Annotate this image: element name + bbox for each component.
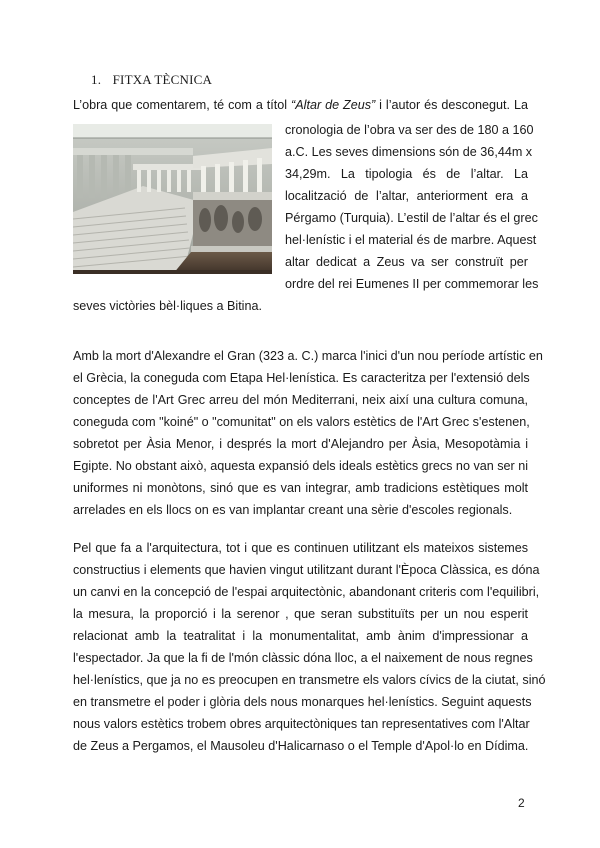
paragraph-line: arrelades en els llocs on es van implantar creant una sèrie d'escoles regionals.	[73, 503, 513, 517]
intro-wrap-line: a.C. Les seves dimensions són de 36,44m x	[285, 145, 533, 159]
intro-last-line: seves victòries bèl·liques a Bitina.	[73, 299, 262, 313]
paragraph-line: en transmetre el poder i glòria dels nous monarques hel·lenístics. Seguint aquests	[73, 695, 532, 709]
paragraph-line: nous valors estètics trobem obres arquitectòniques tan representatives com l'Altar	[73, 717, 530, 731]
page-number: 2	[518, 796, 525, 810]
paragraph-line: l'espectador. Ja que la fi de l'món clàssic dóna lloc, a el naixement de nous regnes	[73, 651, 533, 665]
paragraph-line: Egipte. No obstant això, aquesta expansió dels ideals estètics grecs no van ser ni	[73, 459, 529, 473]
paragraph-line: coneguda com "koiné" o "comunitat" on els valors estètics de l'Art Grec s'estenen,	[73, 415, 530, 429]
paragraph-line: uniformes ni monòtons, sinó que es van integrar, amb tradicions estètiques molt	[73, 481, 528, 495]
paragraph-line: la mesura, la proporció i la serenor , que seran substituïts per un nou esperit	[73, 607, 528, 621]
paragraph-line: relacionat amb la teatralitat i la monumentalitat, amb ànim d'impressionar a	[73, 629, 528, 643]
intro-text: L’obra que comentarem, té com a títol	[73, 98, 292, 112]
section-number: 1.	[91, 72, 102, 87]
intro-text: i l’autor és desconegut. La	[375, 98, 528, 112]
intro-wrap-line: 34,29m. La tipologia és de l’altar. La	[285, 167, 528, 181]
intro-wrap-line: localització de l’altar, anteriorment era a	[285, 189, 528, 203]
intro-wrap-line: altar dedicat a Zeus va ser construït per	[285, 255, 528, 269]
paragraph-line: el Grècia, la coneguda com Etapa Hel·lenística. Es caracteritza per l'extensió dels	[73, 371, 530, 385]
altar-photo	[73, 124, 272, 274]
paragraph-line: de Zeus a Pergamos, el Mausoleu d'Halicarnaso o el Temple d'Apol·lo en Dídima.	[73, 739, 529, 753]
section-title: FITXA TÈCNICA	[112, 72, 213, 87]
paragraph-line: Amb la mort d'Alexandre el Gran (323 a. C.) marca l'inici d'un nou període artístic en	[73, 349, 543, 363]
paragraph-line: sobretot per Àsia Menor, i després la mort d'Alejandro per Àsia, Mesopotàmia i	[73, 437, 528, 451]
intro-line-1	[73, 97, 528, 113]
intro-wrap-line: hel·lenístic i el material és de marbre. Aquest	[285, 233, 537, 247]
intro-wrap-line: ordre del rei Eumenes II per commemorar les	[285, 277, 539, 291]
section-heading	[91, 72, 212, 88]
paragraph-line: Pel que fa a l'arquitectura, tot i que es continuen utilitzant els mateixos sistemes	[73, 541, 528, 555]
intro-wrap-line: cronologia de l’obra va ser des de 180 a 160	[285, 123, 534, 137]
paragraph-line: un canvi en la concepció de l'espai arquitectònic, abandonant criteris com l'equilibri,	[73, 585, 540, 599]
intro-wrap-line: Pérgamo (Turquia). L’estil de l’altar és el grec	[285, 211, 538, 225]
paragraph-line: conceptes de l'Art Grec arreu del món Mediterrani, neix així una cultura comuna,	[73, 393, 528, 407]
paragraph-line: constructius i elements que havien vingut utilitzant durant l'Època Clàssica, es dóna	[73, 563, 540, 577]
artwork-title: “Altar de Zeus”	[291, 98, 376, 112]
paragraph-line: hel·lenístics, que ja no es preocupen en transmetre els valors cívics de la ciutat, sinó	[73, 673, 546, 687]
